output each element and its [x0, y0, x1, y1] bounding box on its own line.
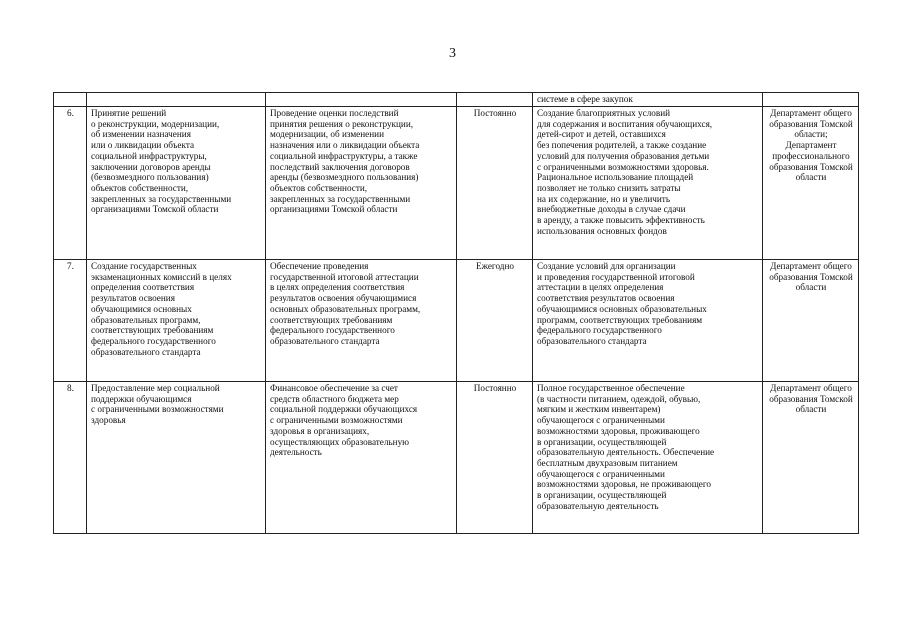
cell-period [457, 93, 533, 107]
text-line: назначения или о ликвидации объекта [270, 140, 420, 151]
text-line: Принятие решений [91, 108, 167, 118]
text-line: или о ликвидации объекта [91, 140, 195, 151]
text-line: деятельность [270, 447, 322, 458]
measure-cell [87, 382, 266, 534]
text-line: социальной инфраструктуры, а также [270, 150, 418, 161]
result-cell [533, 107, 763, 260]
continuation-row [54, 93, 859, 107]
text-line: соответствующих требованиям [270, 314, 393, 325]
continuation-text: системе в сфере закупок [537, 94, 633, 104]
cell-measure [87, 93, 266, 107]
text-line: модернизации, об изменении [270, 129, 384, 140]
measure-cell [87, 260, 266, 382]
text-line: обучающимися основных [91, 303, 192, 314]
text-line: социальной инфраструктуры, [91, 150, 207, 161]
text-line: аттестации в целях определения [537, 282, 664, 293]
text-line: Создание благоприятных условий [537, 108, 671, 118]
text-line: федерального государственного [537, 325, 662, 336]
text-line: Департамент общего [770, 261, 852, 271]
text-line: здоровья в организациях, [270, 425, 370, 436]
text-line: позволяет не только снизить затраты [537, 182, 681, 193]
text-line: использования основных фондов [537, 225, 667, 236]
result-cell [533, 382, 763, 534]
text-line: Рациональное использование площадей [537, 172, 694, 183]
text-line: в организации, осуществляющей [537, 490, 667, 501]
text-line: организациями Томской области [270, 204, 398, 215]
text-line: профессионального [772, 150, 850, 161]
text-line: образования Томской [769, 393, 853, 404]
text-line: условий для получения образования детьми [537, 150, 710, 161]
text-line: организациями Томской области [91, 204, 219, 215]
row-number: 6. [54, 107, 87, 260]
text-line: здоровья [91, 415, 126, 426]
text-line: определения соответствия [91, 282, 195, 293]
text-line: образования Томской [769, 271, 853, 282]
table-row [54, 382, 859, 534]
text-line: Финансовое обеспечение за счет [270, 383, 398, 393]
text-line: образовательную деятельность [537, 500, 659, 511]
text-line: для содержания и воспитания обучающихся, [537, 118, 713, 129]
text-line: средств областного бюджета мер [270, 393, 399, 404]
mechanism-cell [266, 260, 457, 382]
text-line: с ограниченными возможностями здоровья. [537, 161, 709, 172]
text-line: области [795, 404, 827, 415]
text-line: соответствия результатов освоения [537, 293, 675, 304]
text-line: образовательного стандарта [270, 335, 380, 346]
text-line: обучающегося с ограниченными [537, 468, 665, 479]
text-line: в организации, осуществляющей [537, 436, 667, 447]
text-line: образовательных программ, [91, 314, 201, 325]
period-cell: Постоянно [457, 382, 533, 534]
text-line: в аренду, а также повысить эффективность [537, 215, 705, 226]
mechanism-cell [266, 382, 457, 534]
result-cell [533, 260, 763, 382]
text-line: обучающегося с ограниченными [537, 415, 665, 426]
text-line: образовательного стандарта [91, 346, 201, 357]
mechanism-cell [266, 107, 457, 260]
text-line: заключении договоров аренды [91, 161, 211, 172]
text-line: образовательную деятельность. Обеспечение [537, 447, 715, 458]
text-line: результатов освоения обучающимися [270, 293, 417, 304]
text-line: программ, соответствующих требованиям [537, 314, 703, 325]
text-line: Обеспечение проведения [270, 261, 369, 271]
table-row [54, 260, 859, 382]
text-line: осуществляющих образовательную [270, 436, 410, 447]
text-line: закрепленных за государственными [91, 193, 232, 204]
text-line: Полное государственное обеспечение [537, 383, 685, 393]
text-line: с ограниченными возможностями [270, 415, 403, 426]
cell-mechanism [266, 93, 457, 107]
cell-result [533, 93, 763, 107]
text-line: образовательного стандарта [537, 335, 647, 346]
text-line: Создание условий для организации [537, 261, 676, 271]
text-line: с ограниченными возможностями [91, 404, 224, 415]
text-line: о реконструкции, модернизации, [91, 118, 220, 129]
text-line: области [795, 282, 827, 293]
responsible-cell [763, 107, 859, 260]
text-line: федерального государственного [270, 325, 395, 336]
text-line: поддержки обучающимся [91, 393, 192, 404]
text-line: государственной итоговой аттестации [270, 271, 419, 282]
text-line: Департамент общего [770, 108, 852, 118]
responsible-cell [763, 260, 859, 382]
text-line: Проведение оценки последствий [270, 108, 399, 118]
text-line: соответствующих требованиям [91, 325, 214, 336]
text-line: бесплатным двухразовым питанием [537, 457, 678, 468]
text-line: мягким и жестким инвентарем) [537, 404, 661, 415]
text-line: социальной поддержки обучающихся [270, 404, 418, 415]
text-line: аренды (безвозмездного пользования) [270, 172, 419, 183]
period-cell: Постоянно [457, 107, 533, 260]
page-number: 3 [449, 46, 456, 61]
text-line: образования Томской [769, 161, 853, 172]
row-number: 7. [54, 260, 87, 382]
text-line: и проведения государственной итоговой [537, 271, 695, 282]
text-line: области [795, 172, 827, 183]
text-line: (в частности питанием, одеждой, обувью, [537, 393, 701, 404]
text-line: обучающимися основных образовательных [537, 303, 707, 314]
text-line: Предоставление мер социальной [91, 383, 220, 393]
text-line: федерального государственного [91, 335, 216, 346]
text-line: в целях определения соответствия [270, 282, 405, 293]
text-line: Департамент общего [770, 383, 852, 393]
text-line: Департамент [785, 140, 837, 151]
row-number: 8. [54, 382, 87, 534]
text-line: внебюджетные доходы в случае сдачи [537, 204, 686, 215]
text-line: возможностями здоровья, проживающего [537, 425, 700, 436]
text-line: объектов собственности, [91, 182, 189, 193]
text-line: объектов собственности, [270, 182, 368, 193]
cell-num [54, 93, 87, 107]
period-cell: Ежегодно [457, 260, 533, 382]
text-line: экзаменационных комиссий в целях [91, 271, 232, 282]
text-line: области; [794, 129, 828, 140]
table-row [54, 107, 859, 260]
text-line: (безвозмездного пользования) [91, 172, 209, 183]
text-line: образования Томской [769, 118, 853, 129]
text-line: возможностями здоровья, не проживающего [537, 479, 712, 490]
text-line: Создание государственных [91, 261, 197, 271]
text-line: принятия решения о реконструкции, [270, 118, 414, 129]
text-line: закрепленных за государственными [270, 193, 411, 204]
text-line: основных образовательных программ, [270, 303, 421, 314]
text-line: на их содержание, но и увеличить [537, 193, 671, 204]
measure-cell [87, 107, 266, 260]
text-line: детей-сирот и детей, оставшихся [537, 129, 666, 140]
text-line: об изменении назначения [91, 129, 191, 140]
text-line: результатов освоения [91, 293, 175, 304]
text-line: без попечения родителей, а также создание [537, 140, 707, 151]
cell-responsible [763, 93, 859, 107]
measures-table [53, 92, 859, 534]
responsible-cell [763, 382, 859, 534]
text-line: последствий заключения договоров [270, 161, 410, 172]
